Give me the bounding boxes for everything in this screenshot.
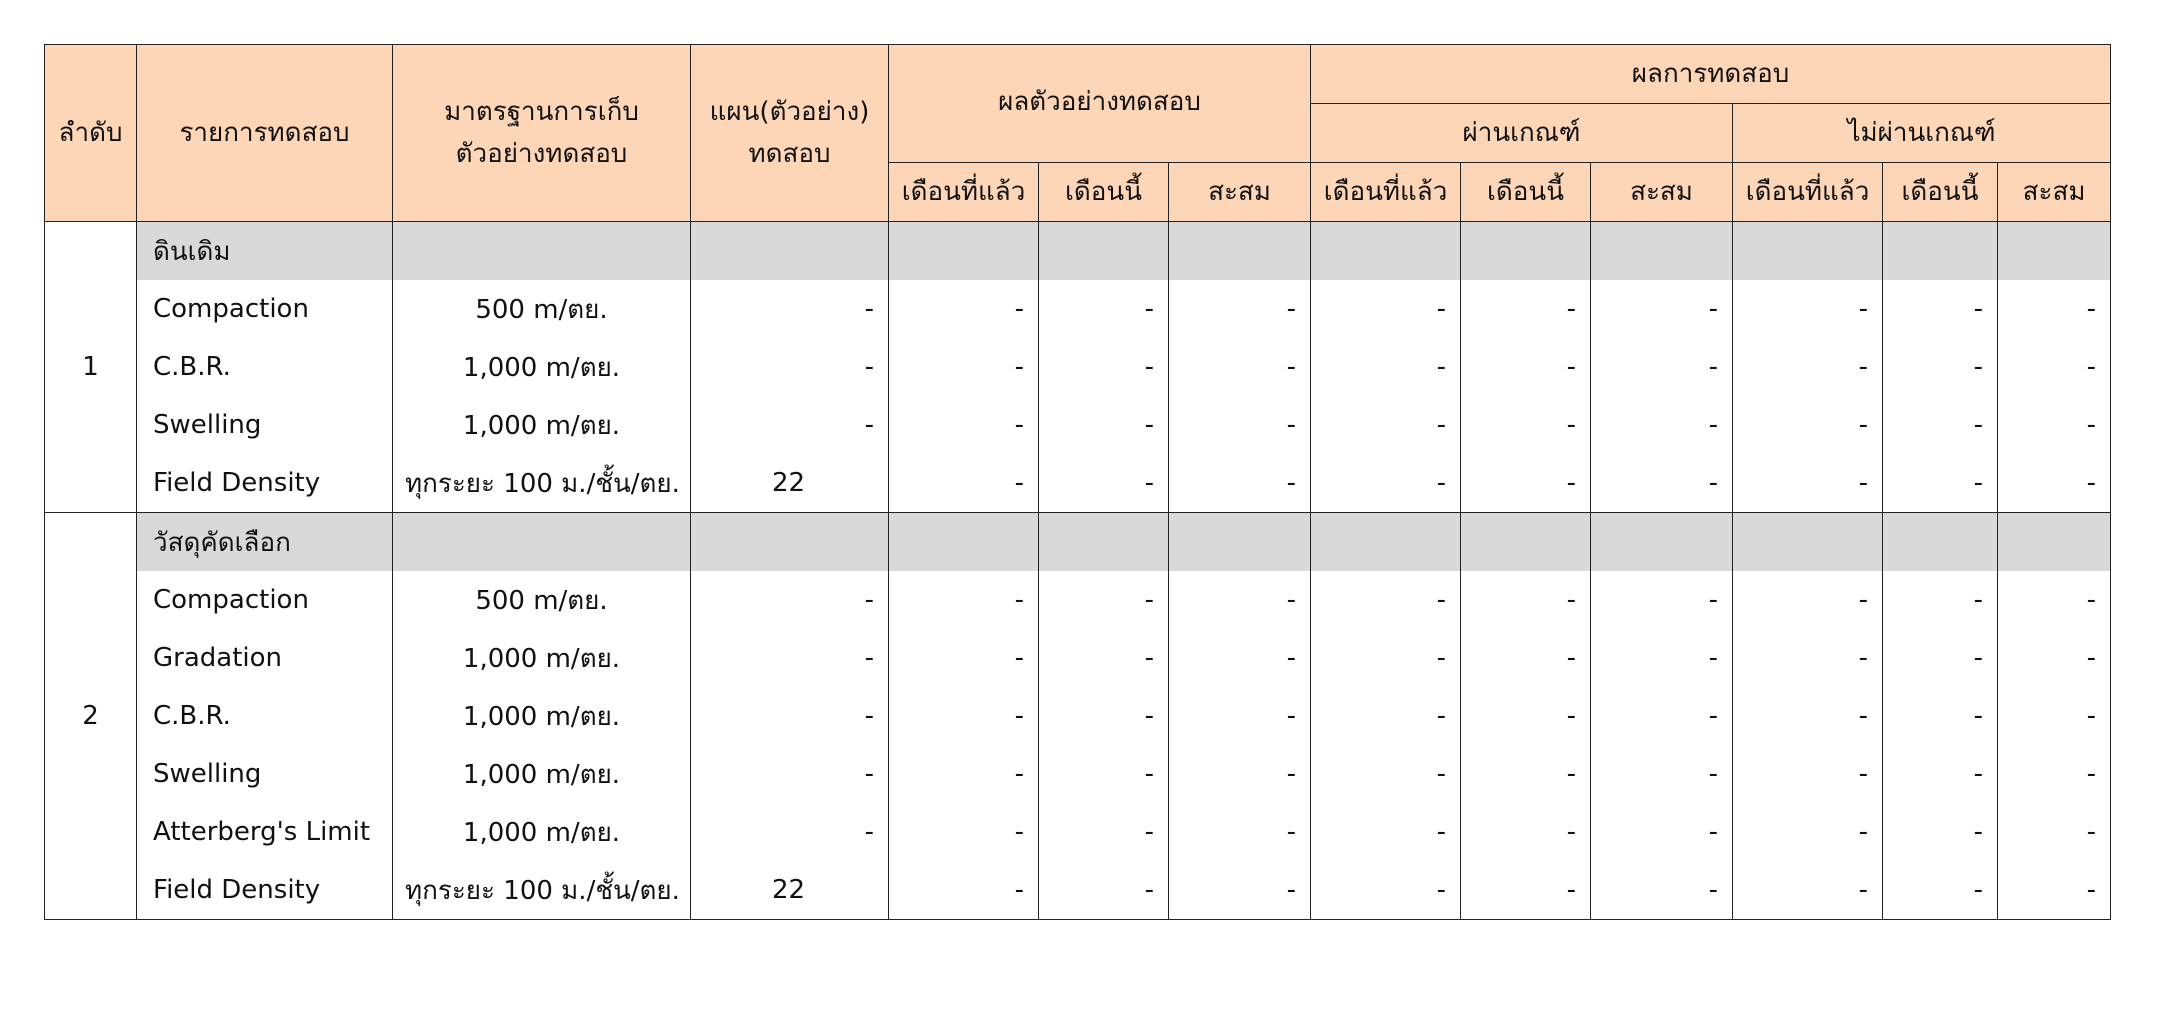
table-row (45, 571, 2111, 629)
sampling-standard: 1,000 m/ตย. (393, 803, 691, 861)
result-value: - (889, 571, 1039, 629)
result-value: - (1169, 280, 1311, 338)
result-value: - (1883, 629, 1998, 687)
result-value: - (1039, 687, 1169, 745)
result-value: - (1039, 861, 1169, 920)
result-value: - (1733, 280, 1883, 338)
result-value: - (1311, 338, 1461, 396)
result-value: - (889, 629, 1039, 687)
result-value: - (1169, 861, 1311, 920)
result-value: - (1461, 338, 1591, 396)
header-item-label: รายการทดสอบ (179, 118, 350, 148)
result-value: - (1461, 396, 1591, 454)
group-empty-cell (1311, 513, 1461, 572)
group-empty-cell (1311, 222, 1461, 281)
header-test-results: ผลการทดสอบ (1311, 45, 2111, 104)
group-empty-cell (1733, 513, 1883, 572)
test-results-table-container (44, 44, 2110, 920)
header-pass-this-month: เดือนนี้ (1461, 163, 1591, 222)
group-empty-cell (1591, 222, 1733, 281)
header-fail-this-month: เดือนนี้ (1883, 163, 1998, 222)
plan-samples: 22 (691, 861, 889, 920)
header-plan (691, 45, 889, 222)
sampling-standard: 500 m/ตย. (393, 571, 691, 629)
sampling-standard: 1,000 m/ตย. (393, 396, 691, 454)
header-pass-cumulative: สะสม (1591, 163, 1733, 222)
result-value: - (889, 396, 1039, 454)
result-value: - (1733, 571, 1883, 629)
test-results-table (44, 44, 2111, 920)
header-standard (393, 45, 691, 222)
result-value: - (1461, 687, 1591, 745)
result-value: - (1733, 687, 1883, 745)
table-row (45, 803, 2111, 861)
test-item: Compaction (137, 280, 393, 338)
test-item: Gradation (137, 629, 393, 687)
result-value: - (889, 280, 1039, 338)
result-value: - (1591, 629, 1733, 687)
result-value: - (1883, 396, 1998, 454)
table-row (45, 687, 2111, 745)
group-empty-cell (1998, 222, 2111, 281)
test-item: Swelling (137, 745, 393, 803)
header-standard-line2: ตัวอย่างทดสอบ (455, 139, 628, 169)
result-value: - (1883, 280, 1998, 338)
sampling-standard: 500 m/ตย. (393, 280, 691, 338)
header-plan-line1: แผน(ตัวอย่าง) (709, 97, 870, 127)
result-value: - (1998, 861, 2111, 920)
result-value: - (1311, 803, 1461, 861)
group-empty-cell (691, 513, 889, 572)
plan-samples: 22 (691, 454, 889, 513)
result-value: - (1883, 338, 1998, 396)
result-value: - (1169, 803, 1311, 861)
result-value: - (1591, 687, 1733, 745)
group-empty-cell (1883, 222, 1998, 281)
result-value: - (889, 338, 1039, 396)
result-value: - (1883, 861, 1998, 920)
result-value: - (1883, 454, 1998, 513)
header-sample-this-month: เดือนนี้ (1039, 163, 1169, 222)
header-plan-line2: ทดสอบ (748, 139, 831, 169)
result-value: - (1591, 861, 1733, 920)
result-value: - (1461, 454, 1591, 513)
sampling-standard: 1,000 m/ตย. (393, 687, 691, 745)
table-body (45, 222, 2111, 920)
result-value: - (889, 687, 1039, 745)
result-value: - (1733, 396, 1883, 454)
result-value: - (1039, 454, 1169, 513)
plan-samples: - (691, 629, 889, 687)
result-value: - (1039, 745, 1169, 803)
group-empty-cell (889, 513, 1039, 572)
group-empty-cell (1591, 513, 1733, 572)
result-value: - (1883, 571, 1998, 629)
sampling-standard: ทุกระยะ 100 ม./ชั้น/ตย. (393, 454, 691, 513)
result-value: - (1311, 687, 1461, 745)
result-value: - (1461, 280, 1591, 338)
group-empty-cell (393, 513, 691, 572)
result-value: - (1311, 861, 1461, 920)
table-row (45, 629, 2111, 687)
result-value: - (1169, 338, 1311, 396)
result-value: - (1998, 280, 2111, 338)
result-value: - (1883, 803, 1998, 861)
result-value: - (1591, 280, 1733, 338)
result-value: - (1591, 396, 1733, 454)
result-value: - (1461, 571, 1591, 629)
result-value: - (1733, 803, 1883, 861)
result-value: - (1591, 745, 1733, 803)
result-value: - (1998, 629, 2111, 687)
result-value: - (1039, 338, 1169, 396)
group-seq: 1 (45, 222, 137, 513)
group-empty-cell (1039, 222, 1169, 281)
result-value: - (1591, 571, 1733, 629)
result-value: - (1998, 571, 2111, 629)
group-empty-cell (1169, 513, 1311, 572)
test-item: Field Density (137, 454, 393, 513)
header-pass-last-month: เดือนที่แล้ว (1311, 163, 1461, 222)
result-value: - (889, 745, 1039, 803)
plan-samples: - (691, 338, 889, 396)
result-value: - (1591, 454, 1733, 513)
table-row (45, 338, 2111, 396)
group-empty-cell (1039, 513, 1169, 572)
plan-samples: - (691, 803, 889, 861)
table-row (45, 396, 2111, 454)
test-item: C.B.R. (137, 687, 393, 745)
sampling-standard: 1,000 m/ตย. (393, 629, 691, 687)
sampling-standard: 1,000 m/ตย. (393, 338, 691, 396)
result-value: - (1883, 687, 1998, 745)
result-value: - (1311, 454, 1461, 513)
result-value: - (1733, 745, 1883, 803)
result-value: - (1311, 396, 1461, 454)
group-empty-cell (889, 222, 1039, 281)
result-value: - (1461, 803, 1591, 861)
plan-samples: - (691, 396, 889, 454)
header-fail-cumulative: สะสม (1998, 163, 2111, 222)
result-value: - (1311, 571, 1461, 629)
result-value: - (1169, 687, 1311, 745)
header-pass: ผ่านเกณฑ์ (1311, 104, 1733, 163)
header-standard-line1: มาตรฐานการเก็บ (444, 97, 639, 127)
header-item (137, 45, 393, 222)
header-sample-cumulative: สะสม (1169, 163, 1311, 222)
result-value: - (1591, 803, 1733, 861)
result-value: - (1039, 396, 1169, 454)
result-value: - (1883, 745, 1998, 803)
result-value: - (1169, 571, 1311, 629)
test-item: Compaction (137, 571, 393, 629)
group-name: ดินเดิม (137, 222, 393, 281)
test-item: Swelling (137, 396, 393, 454)
result-value: - (1461, 629, 1591, 687)
sampling-standard: 1,000 m/ตย. (393, 745, 691, 803)
result-value: - (1998, 803, 2111, 861)
result-value: - (1039, 629, 1169, 687)
result-value: - (1733, 861, 1883, 920)
table-row (45, 454, 2111, 513)
table-row (45, 280, 2111, 338)
result-value: - (1169, 454, 1311, 513)
result-value: - (1998, 454, 2111, 513)
result-value: - (1733, 454, 1883, 513)
test-item: Atterberg's Limit (137, 803, 393, 861)
result-value: - (1311, 745, 1461, 803)
header-sample-last-month: เดือนที่แล้ว (889, 163, 1039, 222)
result-value: - (1998, 687, 2111, 745)
result-value: - (1461, 861, 1591, 920)
group-empty-cell (1461, 222, 1591, 281)
result-value: - (1998, 396, 2111, 454)
result-value: - (1169, 629, 1311, 687)
result-value: - (889, 454, 1039, 513)
result-value: - (1311, 280, 1461, 338)
result-value: - (1998, 745, 2111, 803)
result-value: - (1169, 396, 1311, 454)
header-fail: ไม่ผ่านเกณฑ์ (1733, 104, 2111, 163)
result-value: - (1311, 629, 1461, 687)
header-fail-last-month: เดือนที่แล้ว (1733, 163, 1883, 222)
table-header (45, 45, 2111, 222)
plan-samples: - (691, 571, 889, 629)
result-value: - (1461, 745, 1591, 803)
plan-samples: - (691, 280, 889, 338)
group-row (45, 513, 2111, 572)
group-empty-cell (1733, 222, 1883, 281)
group-empty-cell (393, 222, 691, 281)
group-empty-cell (1998, 513, 2111, 572)
group-name: วัสดุคัดเลือก (137, 513, 393, 572)
result-value: - (1039, 571, 1169, 629)
plan-samples: - (691, 687, 889, 745)
group-row (45, 222, 2111, 281)
table-row (45, 745, 2111, 803)
plan-samples: - (691, 745, 889, 803)
result-value: - (1733, 338, 1883, 396)
result-value: - (1039, 280, 1169, 338)
sampling-standard: ทุกระยะ 100 ม./ชั้น/ตย. (393, 861, 691, 920)
result-value: - (1591, 338, 1733, 396)
group-empty-cell (1169, 222, 1311, 281)
group-empty-cell (691, 222, 889, 281)
group-empty-cell (1461, 513, 1591, 572)
header-sample-results: ผลตัวอย่างทดสอบ (889, 45, 1311, 163)
header-seq: ลำดับ (45, 45, 137, 222)
result-value: - (889, 861, 1039, 920)
result-value: - (1169, 745, 1311, 803)
group-empty-cell (1883, 513, 1998, 572)
result-value: - (1733, 629, 1883, 687)
result-value: - (889, 803, 1039, 861)
result-value: - (1998, 338, 2111, 396)
test-item: Field Density (137, 861, 393, 920)
table-row (45, 861, 2111, 920)
group-seq: 2 (45, 513, 137, 920)
result-value: - (1039, 803, 1169, 861)
test-item: C.B.R. (137, 338, 393, 396)
